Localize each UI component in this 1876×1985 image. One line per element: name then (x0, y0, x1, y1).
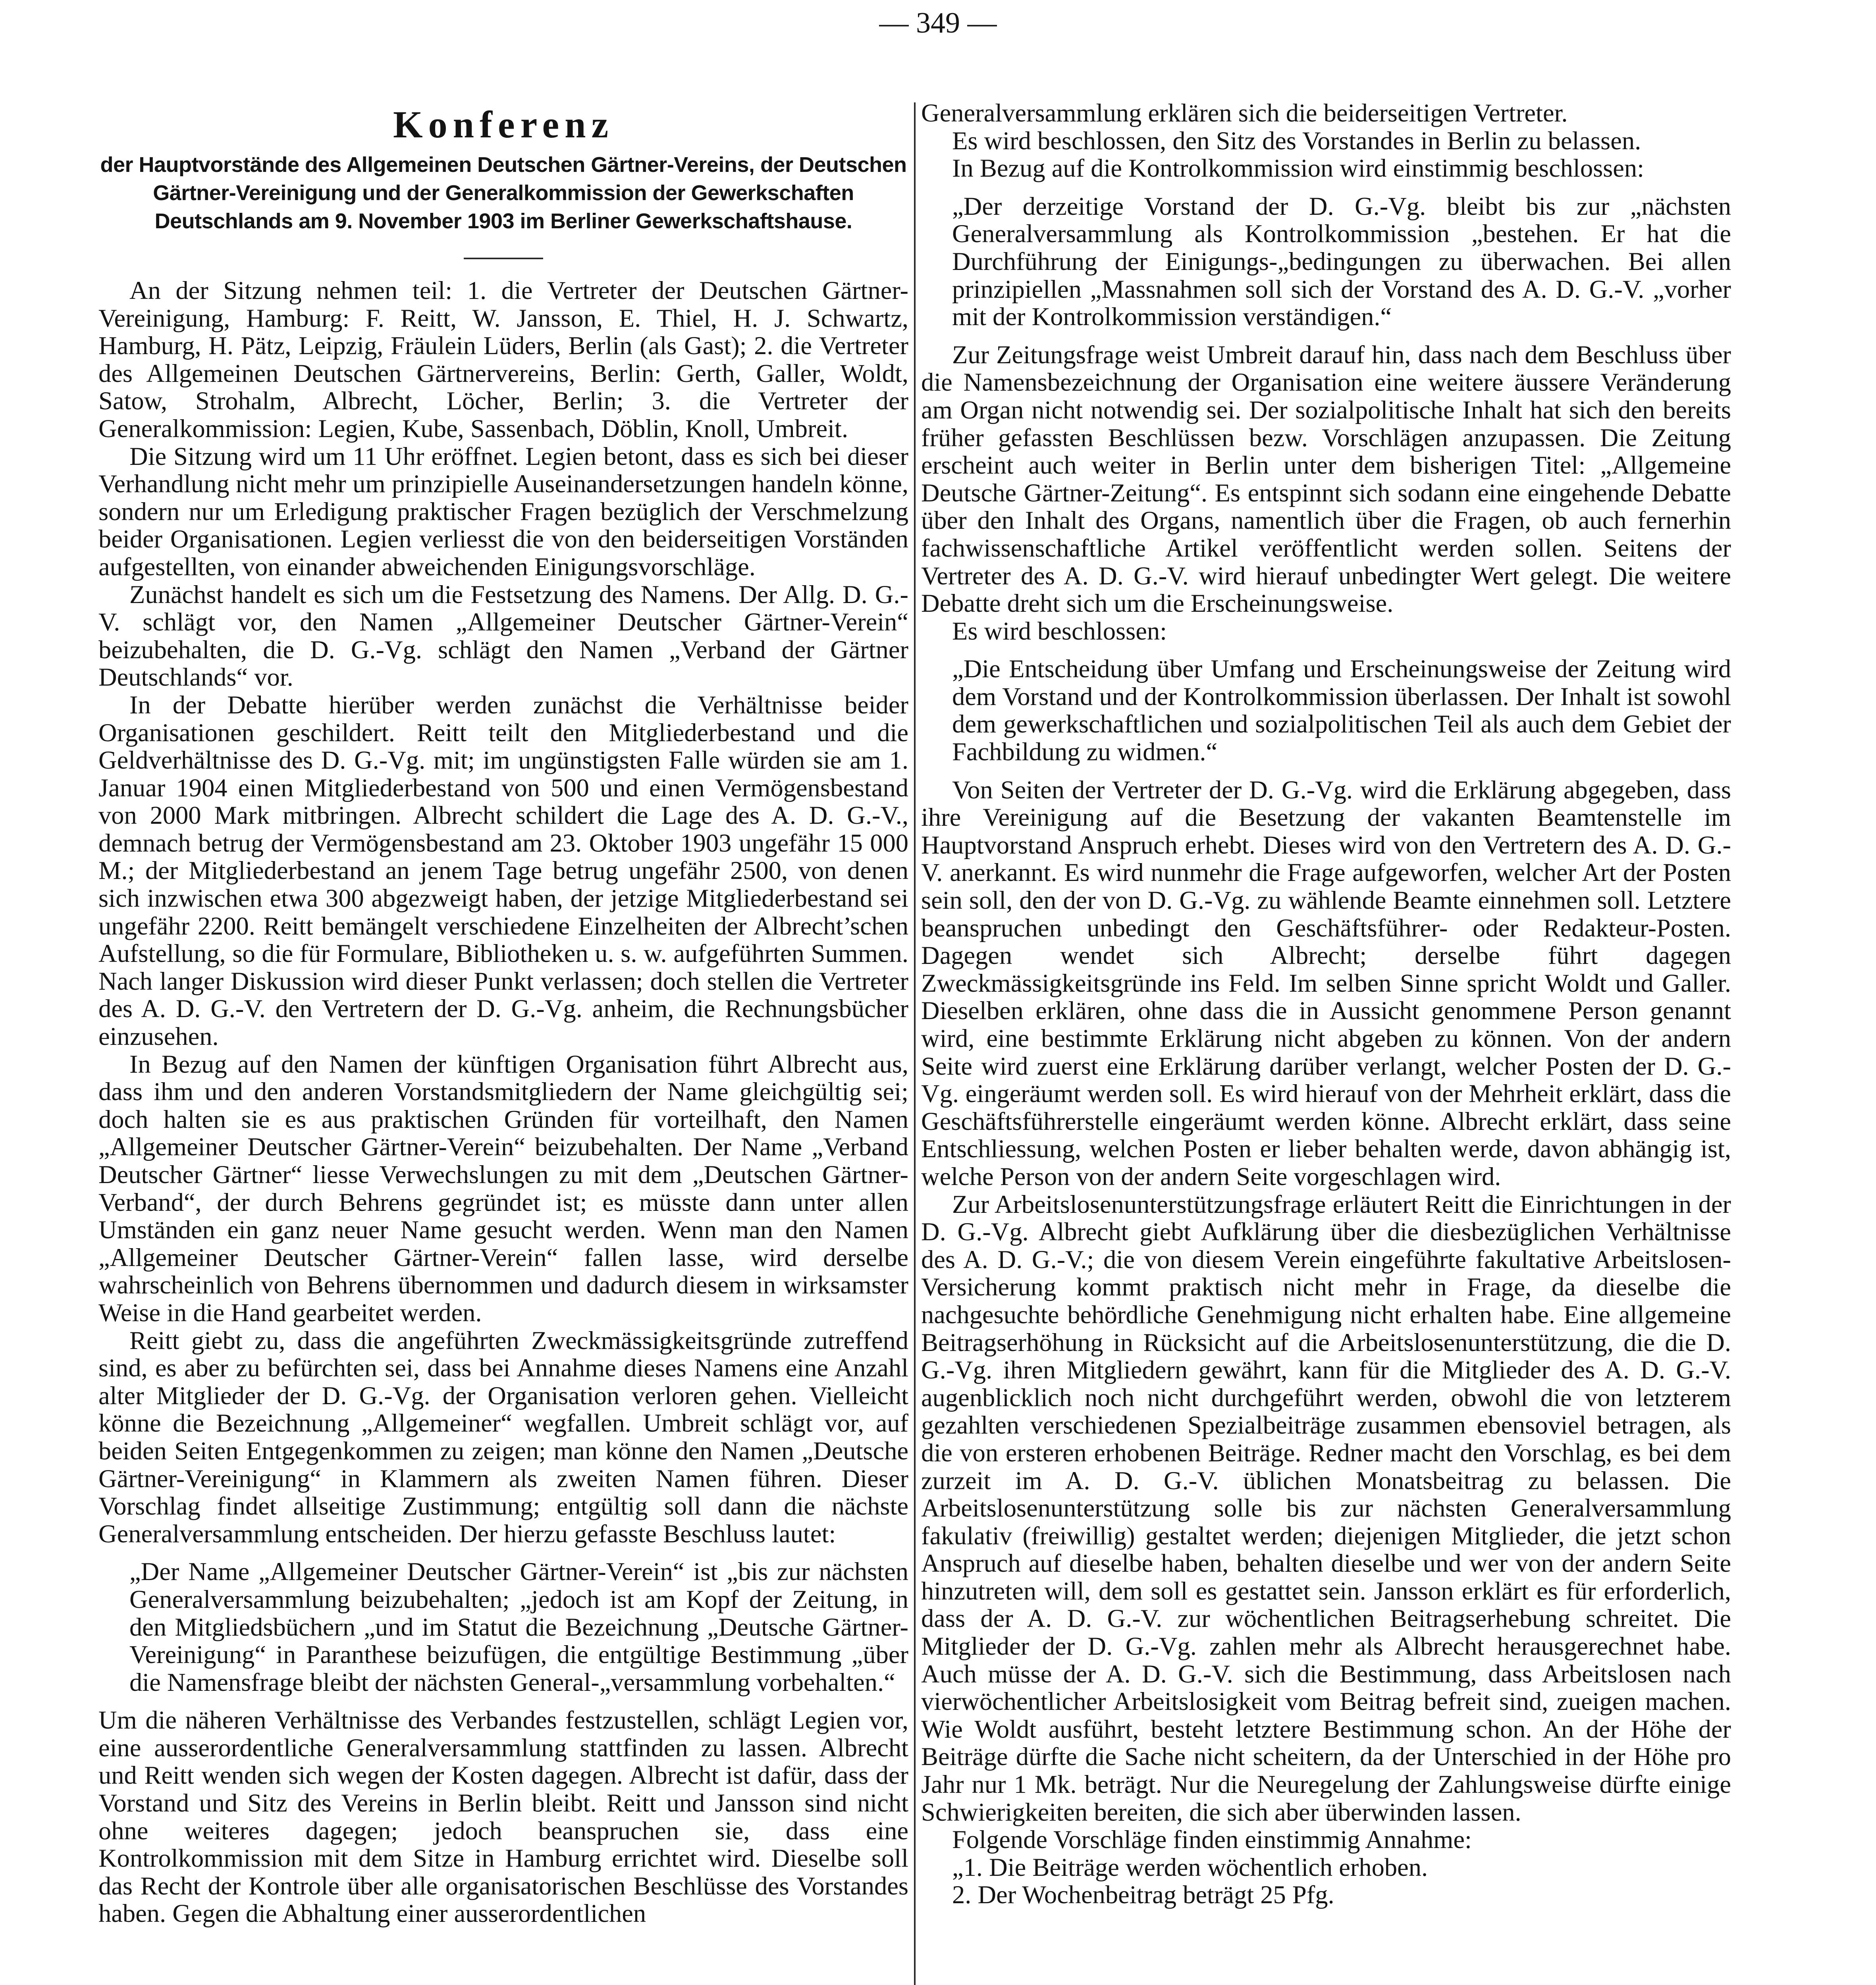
article-title: Konferenz (393, 103, 614, 146)
page-number: — 349 — (879, 7, 997, 39)
resolution-control-quote: „Der derzeitige Vorstand der D. G.-Vg. bleibt bis zur „nächsten Generalversammlung als Kontrolkommission „bestehen. Er hat die Durchführung der Einigungs-„bedingungen zu überwachen. Bei allen prinzipiellen „Massnahmen soll sich der Vorstand des A. D. G.-V. „vorher mit der Kontrolkommission verständigen.“ (952, 192, 1731, 331)
resolution-newspaper-quote: „Die Entscheidung über Umfang und Erscheinungsweise der Zeitung wird dem Vorstand und der Kontrolkommission überlassen. Der Inhalt ist sowohl dem gewerkschaftlichen und sozialpolitischen Teil als auch dem Gebiet der Fachbildung zu widmen.“ (952, 655, 1731, 766)
proposal-item-1: „1. Die Beiträge werden wöchentlich erhoben. (952, 1853, 1428, 1881)
paragraph-unemployment: Zur Arbeitslosenunterstützungsfrage erläutert Reitt die Einrichtungen in der D. G.-Vg. Albrecht giebt Aufklärung über die diesbezüglichen Verhältnisse des A. D. G.-V.; die von diesem Verein eingeführte fakultative Arbeitslosen-Versicherung kommt praktisch nicht mehr in Frage, da dieselbe die nachgesuchte behördliche Genehmigung nicht erhalten habe. Eine allgemeine Beitragserhöhung in Rücksicht auf die Arbeitslosenunterstützung, die die D. G.-Vg. ihren Mitgliedern gewährt, kann für die Mitglieder des A. D. G.-V. augenblicklich noch nicht durchgeführt werden, obwohl die von letzterem gezahlten verschiedenen Spezialbeiträge zusammen ebensoviel betragen, als die von ersteren erhobenen Beiträge. Redner macht den Vorschlag, es bei dem zurzeit im A. D. G.-V. üblichen Monatsbeitrag zu belassen. Die Arbeitslosenunterstützung solle bis zur nächsten Generalversammlung fakulativ (freiwillig) gestaltet werden; diejenigen Mitglieder, die jetzt schon Anspruch auf dieselbe haben, behalten dieselbe und wer von der andern Seite hinzutreten will, dem soll es gestattet sein. Jansson erklärt es für erforderlich, dass der A. D. G.-V. zur wöchentlichen Beitragserhebung schreitet. Die Mitglieder der D. G.-Vg. zahlen mehr als Albrecht herausgerechnet habe. Auch müsse der A. D. G.-V. sich die Bestimmung, dass Arbeitslosen nach vierwöchentlicher Arbeitslosigkeit vom Beitrag befreit sind, zueigen machen. Wie Woldt ausführt, besteht letztere Bestimmung schon. An der Höhe der Beiträge dürfte die Sache nicht scheitern, da der Unterschied in der Höhe pro Jahr nur 1 Mk. beträgt. Nur die Neuregelung der Zahlungsweise dürfte einige Schwierigkeiten bereiten, die sich aber überwinden lassen. (921, 1190, 1731, 1826)
paragraph-resolved: Es wird beschlossen: (952, 617, 1167, 645)
paragraph-seat-resolution: Es wird beschlossen, den Sitz des Vorstandes in Berlin zu belassen. (952, 126, 1641, 155)
resolution-name-quote: „Der Name „Allgemeiner Deutscher Gärtner-Verein“ ist „bis zur nächsten Generalversammlung beizubehalten; „jedoch ist am Kopf der Zeitung, in den Mitgliedsbüchern „und im Statut die Bezeichnung „Deutsche Gärtner-Vereinigung“ in Paranthese beizufügen, die entgültige Bestimmung „über die Namensfrage bleibt der nächsten General-„versammlung vorbehalten.“ (129, 1557, 908, 1696)
paragraph-debate: In der Debatte hierüber werden zunächst die Verhältnisse beider Organisationen geschildert. Reitt teilt den Mitgliederbestand und die Geldverhältnisse des D. G.-Vg. mit; im ungünstigsten Falle würden sie am 1. Januar 1904 einen Mitgliederbestand von 500 und einen Vermögensbestand von 2000 Mark mitbringen. Albrecht schildert die Lage des A. D. G.-V., demnach betrug der Vermögensbestand am 23. Oktober 1903 ungefähr 15 000 M.; der Mitgliederbestand an jenem Tage betrug ungefähr 2500, von denen sich inzwischen etwa 300 abgezweigt haben, der jetzige Mitgliederbestand sei ungefähr 2200. Reitt bemängelt verschiedene Einzelheiten der Albrecht’schen Aufstellung, so die für Formulare, Bibliotheken u. s. w. aufgeführten Summen. Nach langer Diskussion wird dieser Punkt verlassen; doch stellen die Vertreter des A. D. G.-V. den Vertretern der D. G.-Vg. anheim, die Rechnungsbücher einzusehen. (98, 690, 908, 1051)
paragraph-official-post: Von Seiten der Vertreter der D. G.-Vg. wird die Erklärung abgegeben, dass ihre Vereinigung auf die Besetzung der vakanten Beamtenstelle im Hauptvorstand Anspruch erhebt. Dieses wird von den Vertretern des A. D. G.-V. anerkannt. Es wird nunmehr die Frage aufgeworfen, welcher Art der Posten sein soll, den der von D. G.-Vg. zu wählende Beamte einnehmen soll. Letztere beanspruchen unbedingt den Geschäftsführer- oder Redakteur-Posten. Dagegen wendet sich Albrecht; derselbe führt dagegen Zweckmässigkeitsgründe ins Feld. Im selben Sinne spricht Woldt und Galler. Dieselben erklären, ohne dass die in Aussicht genommene Person genannt wird, eine bestimmte Erklärung nicht abgeben zu können. Von der andern Seite wird zuerst eine Erklärung darüber verlangt, welcher Posten der D. G.-Vg. eingeräumt werden soll. Es wird hierauf von der Mehrheit erklärt, dass die Geschäftsführerstelle eingeräumt werden könne. Albrecht erklärt, dass seine Entschliessung, welchen Posten er lieber behalten werde, davon abhängig ist, welche Person von der andern Seite vorgeschlagen wird. (921, 775, 1731, 1191)
proposal-item-2: 2. Der Wochenbeitrag beträgt 25 Pfg. (952, 1881, 1334, 1909)
right-column (921, 99, 1731, 1985)
paragraph-name-question: Zunächst handelt es sich um die Festsetzung des Namens. Der Allg. D. G.-V. schlägt vor, den Namen „Allgemeiner Deutscher Gärtner-Verein“ beizubehalten, die D. G.-Vg. schlägt den Namen „Verband der Gärtner Deutschlands“ vor. (98, 580, 908, 692)
paragraph-continuation: Generalversammlung erklären sich die beiderseitigen Vertreter. (921, 99, 1568, 127)
paragraph-opening: Die Sitzung wird um 11 Uhr eröffnet. Legien betont, dass es sich bei dieser Verhandlung nicht mehr um prinzipielle Auseinandersetzungen handeln könne, sondern nur um Erledigung praktischer Fragen bezüglich der Verschmelzung beider Organisationen. Legien verliesst die von den beiderseitigen Vorständen aufgestellten, von einander abweichenden Einigungsvorschläge. (98, 442, 908, 581)
paragraph-proposals-intro: Folgende Vorschläge finden einstimmig Annahme: (952, 1825, 1472, 1854)
paragraph-newspaper: Zur Zeitungsfrage weist Umbreit darauf hin, dass nach dem Beschluss über die Namensbezeichnung der Organisation eine weitere äussere Veränderung am Organ nicht notwendig sei. Der sozialpolitische Inhalt hat sich den bereits früher gefassten Beschlüssen bezw. Vorschlägen anzupassen. Die Zeitung erscheint auch weiter in Berlin unter dem bisherigen Titel: „Allgemeine Deutsche Gärtner-Zeitung“. Es entspinnt sich sodann eine eingehende Debatte über den Inhalt des Organs, namentlich über die Fragen, ob auch fernerhin fachwissenschaftliche Artikel veröffentlicht werden sollen. Seitens der Vertreter des A. D. G.-V. wird hierauf unbedingter Wert gelegt. Die weitere Debatte dreht sich um die Erscheinungsweise. (921, 340, 1731, 618)
paragraph-participants: An der Sitzung nehmen teil: 1. die Vertreter der Deutschen Gärtner-Vereinigung, Hamburg: F. Reitt, W. Jansson, E. Thiel, H. J. Schwartz, Hamburg, H. Pätz, Leipzig, Fräulein Lüders, Berlin (als Gast); 2. die Vertreter des Allgemeinen Deutschen Gärtnervereins, Berlin: Gerth, Galler, Woldt, Satow, Strohalm, Albrecht, Löcher, Berlin; 3. die Vertreter der Generalkommission: Legien, Kube, Sassenbach, Döblin, Knoll, Umbreit. (98, 276, 908, 443)
paragraph-general-assembly: Um die näheren Verhältnisse des Verbandes festzustellen, schlägt Legien vor, eine ausserordentliche Generalversammlung stattfinden zu lassen. Albrecht und Reitt wenden sich wegen der Kosten dagegen. Albrecht ist dafür, dass der Vorstand und Sitz des Vereins in Berlin bleibt. Reitt und Jansson sind nicht ohne weiteres dagegen; jedoch beanspruchen sie, dass eine Kontrolkommission mit dem Sitze in Hamburg errichtet wird. Dieselbe soll das Recht der Kontrole über alle organisatorischen Beschlüsse des Vorstandes haben. Gegen die Abhaltung einer ausserordentlichen (98, 1706, 908, 1928)
title-rule (464, 258, 543, 259)
paragraph-reitt-reply: Reitt giebt zu, dass die angeführten Zweckmässigkeitsgründe zutreffend sind, es aber zu befürchten sei, dass bei Annahme dieses Namens eine Anzahl alter Mitglieder der D. G.-Vg. der Organisation verloren gehen. Vielleicht könne die Bezeichnung „Allgemeiner“ wegfallen. Umbreit schlägt vor, auf beiden Seiten Entgegenkommen zu zeigen; man könne den Namen „Deutsche Gärtner-Vereinigung“ in Klammern als zweiten Namen führen. Dieser Vorschlag findet allseitige Zustimmung; entgültig soll dann die nächste Generalversammlung entscheiden. Der hierzu gefasste Beschluss lautet: (98, 1326, 908, 1548)
column-divider (914, 102, 916, 1985)
paragraph-albrecht-name: In Bezug auf den Namen der künftigen Organisation führt Albrecht aus, dass ihm und den anderen Vorstandsmitgliedern der Name gleichgültig sei; doch halten sie es aus praktischen Gründen für vorteilhaft, den Namen „Allgemeiner Deutscher Gärtner-Verein“ beizubehalten. Der Name „Verband Deutscher Gärtner“ liesse Verwechslungen zu mit dem „Deutschen Gärtner-Verband“, der durch Behrens gegründet ist; es müsste dann unter allen Umständen ein ganz neuer Name gesucht werden. Wenn man den Namen „Allgemeiner Deutscher Gärtner-Verein“ fallen lasse, wird derselbe wahrscheinlich von Behrens übernommen und dadurch diesem in wirksamster Weise in die Hand gearbeitet werden. (98, 1050, 908, 1327)
left-column (98, 99, 908, 1985)
paragraph-control-commission: In Bezug auf die Kontrolkommission wird einstimmig beschlossen: (952, 154, 1645, 183)
article-subtitle: der Hauptvorstände des Allgemeinen Deutschen Gärtner-Vereins, der Deutschen Gärtner-Vereinigung und der Generalkommission der Gewerkschaften Deutschlands am 9. November 1903 im Berliner Gewerkschaftshause. (100, 153, 907, 233)
